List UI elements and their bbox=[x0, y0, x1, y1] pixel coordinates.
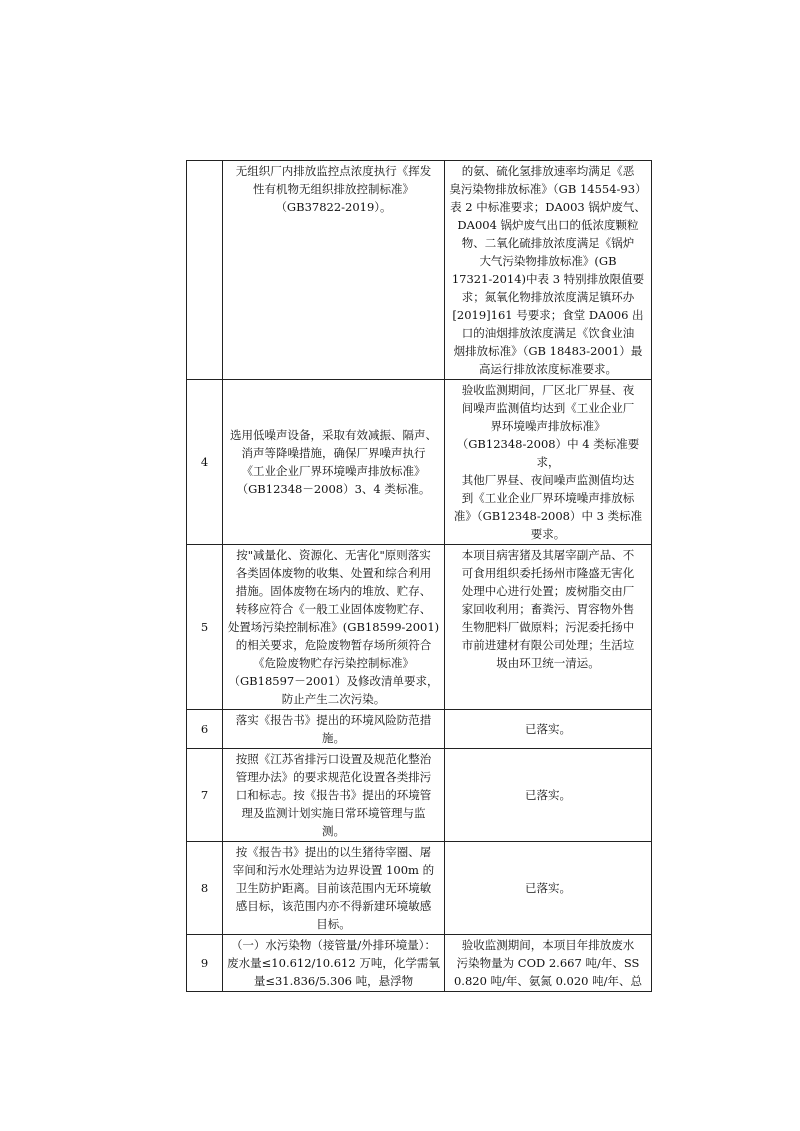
table-row bbox=[187, 380, 652, 545]
row-number: 7 bbox=[187, 749, 223, 842]
requirement-cell: 无组织厂内排放监控点浓度执行《挥发 性有机物无组织排放控制标准》 （GB37822-2019）。 bbox=[223, 161, 445, 380]
row-number: 8 bbox=[187, 842, 223, 935]
table-row bbox=[187, 749, 652, 842]
result-cell: 已落实。 bbox=[445, 842, 652, 935]
table-row bbox=[187, 161, 652, 380]
result-cell: 已落实。 bbox=[445, 749, 652, 842]
row-number: 4 bbox=[187, 380, 223, 545]
requirement-cell: 按照《江苏省排污口设置及规范化整治 管理办法》的要求规范化设置各类排污 口和标志。按《报告书》提出的环境管 理及监测计划实施日常环境管理与监 测。 bbox=[223, 749, 445, 842]
requirement-cell: 选用低噪声设备，采取有效减振、隔声、 消声等降噪措施，确保厂界噪声执行 《工业企业厂界环境噪声排放标准》 （GB12348－2008）3、4 类标准。 bbox=[223, 380, 445, 545]
requirement-cell: 按"减量化、资源化、无害化"原则落实 各类固体废物的收集、处置和综合利用 措施。固体废物在场内的堆放、贮存、 转移应符合《一般工业固体废物贮存、 处置场污染控制标准》(GB18599-2001) 的相关要求，危险废物暂存场所须符合 《危险废物贮存污染控制标准》 （GB18597－2001）及修改清单要求， 防止产生二次污染。 bbox=[223, 545, 445, 710]
requirement-cell: 按《报告书》提出的以生猪待宰圈、屠 宰间和污水处理站为边界设置 100m 的 卫生防护距离。目前该范围内无环境敏 感目标，该范围内亦不得新建环境敏感 目标。 bbox=[223, 842, 445, 935]
row-number: 9 bbox=[187, 935, 223, 992]
result-cell: 已落实。 bbox=[445, 710, 652, 749]
compliance-table bbox=[186, 160, 647, 992]
row-number bbox=[187, 161, 223, 380]
table-row bbox=[187, 842, 652, 935]
result-cell: 验收监测期间，厂区北厂界昼、夜 间噪声监测值均达到《工业企业厂 界环境噪声排放标准》 （GB12348-2008）中 4 类标准要求， 其他厂界昼、夜间噪声监测值均达 到《工业企业厂界环境噪声排放标 准》（GB12348-2008）中 3 类标准 要求。 bbox=[445, 380, 652, 545]
result-cell: 的氨、硫化氢排放速率均满足《恶 臭污染物排放标准》（GB 14554-93） 表 2 中标准要求；DA003 锅炉废气、 DA004 锅炉废气出口的低浓度颗粒 物、二氧化硫排放浓度满足《锅炉 大气污染物排放标准》(GB 17321-2014)中表 3 特别排放限值要 求；氮氧化物排放浓度满足镇环办 [2019]161 号要求；食堂 DA006 出 口的油烟排放浓度满足《饮食业油 烟排放标准》（GB 18483-2001）最 高运行排放浓度标准要求。 bbox=[445, 161, 652, 380]
requirement-cell: （一）水污染物（接管量/外排环境量）： 废水量≤10.612/10.612 万吨，化学需氧 量≤31.836/5.306 吨，悬浮物 bbox=[223, 935, 445, 992]
result-cell: 本项目病害猪及其屠宰副产品、不 可食用组织委托扬州市隆盛无害化 处理中心进行处置；废树脂交由厂 家回收利用；畜粪污、胃容物外售 生物肥料厂做原料；污泥委托扬中 市前进建材有限公司处理；生活垃 圾由环卫统一清运。 bbox=[445, 545, 652, 710]
result-cell: 验收监测期间，本项目年排放废水 污染物量为 COD 2.667 吨/年、SS 0.820 吨/年、氨氮 0.020 吨/年、总 bbox=[445, 935, 652, 992]
requirement-cell: 落实《报告书》提出的环境风险防范措 施。 bbox=[223, 710, 445, 749]
table-row bbox=[187, 710, 652, 749]
row-number: 5 bbox=[187, 545, 223, 710]
row-number: 6 bbox=[187, 710, 223, 749]
table-row bbox=[187, 935, 652, 992]
requirements-table bbox=[186, 160, 652, 992]
table-row bbox=[187, 545, 652, 710]
